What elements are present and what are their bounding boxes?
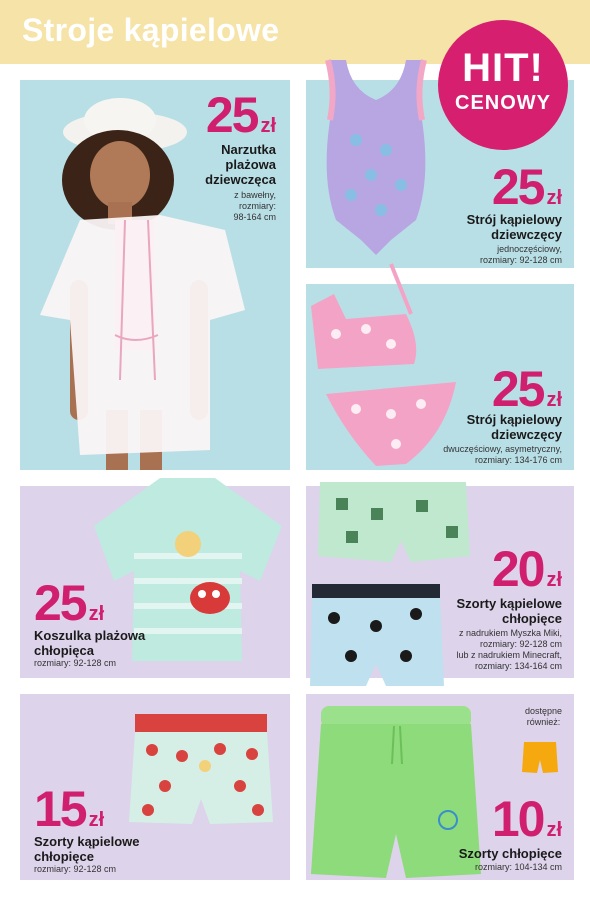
price-boys-shorts: [491, 791, 562, 847]
product-desc-line: rozmiary: 104-134 cm: [474, 862, 562, 872]
product-desc-line: rozmiary: 92-128 cm: [479, 639, 562, 649]
product-desc-twopiece-swimsuit: [443, 444, 562, 466]
product-card-swim-shorts-crab[interactable]: [20, 694, 290, 880]
also-available-label: [525, 706, 562, 728]
product-desc-onepiece-swimsuit: [480, 244, 562, 266]
product-desc-line: 98-164 cm: [233, 212, 276, 222]
avail-line: również:: [526, 717, 561, 727]
price-beach-coverup: [205, 87, 276, 143]
price-onepiece-swimsuit: [491, 159, 562, 215]
product-desc-swim-shorts-print: [456, 628, 562, 672]
badge-line: CENOWY: [455, 92, 551, 114]
product-card-twopiece-swimsuit[interactable]: [306, 284, 574, 470]
price-currency: zł: [88, 603, 105, 625]
hit-cenowy-badge: [438, 20, 568, 150]
avail-line: dostępne: [524, 706, 562, 716]
product-desc-line: rozmiary:: [238, 201, 276, 211]
price-currency: zł: [546, 187, 562, 209]
price-currency: zł: [260, 115, 276, 137]
price-twopiece-swimsuit: [491, 361, 562, 417]
price-currency: zł: [546, 569, 562, 591]
product-desc-line: z nadrukiem Myszka Miki,: [458, 628, 562, 638]
price-currency: zł: [546, 819, 562, 841]
price-value: 15: [34, 781, 86, 837]
product-name-beach-shirt: [34, 628, 145, 658]
product-name-line: Strój kąpielowy: [466, 412, 562, 427]
price-swim-shorts-crab: [34, 781, 105, 837]
price-value: 25: [491, 361, 544, 417]
product-desc-boys-shorts: [475, 862, 562, 873]
product-desc-line: jednoczęściowy,: [497, 244, 562, 254]
product-desc-line: rozmiary: 92-128 cm: [34, 658, 117, 668]
badge-line: HIT!: [462, 46, 544, 90]
product-name-line: dziewczęca: [205, 172, 276, 187]
product-name-beach-coverup: [205, 142, 276, 187]
product-card-boys-shorts[interactable]: [306, 694, 574, 880]
product-desc-line: dwuczęściowy, asymetryczny,: [443, 444, 562, 454]
product-image-boys-shorts-yellow-variant: [520, 740, 560, 774]
price-value: 20: [491, 541, 544, 597]
product-name-line: Szorty kąpielowe: [456, 596, 562, 611]
price-value: 10: [491, 791, 544, 847]
product-name-line: Koszulka plażowa: [34, 628, 146, 643]
page-title: Stroje kąpielowe: [22, 12, 280, 48]
product-card-beach-coverup[interactable]: [20, 80, 290, 470]
product-name-line: plażowa: [225, 157, 276, 172]
product-name-line: chłopięca: [34, 643, 94, 658]
product-name-line: dziewczęcy: [491, 227, 562, 242]
product-desc-line: rozmiary: 92-128 cm: [34, 864, 117, 874]
product-name-swim-shorts-crab: [34, 834, 139, 864]
product-desc-beach-shirt: [34, 658, 116, 669]
product-desc-beach-coverup: [233, 190, 276, 223]
product-desc-line: rozmiary: 134-164 cm: [474, 661, 562, 671]
product-name-line: dziewczęcy: [491, 427, 562, 442]
price-value: 25: [205, 87, 258, 143]
price-currency: zł: [88, 809, 105, 831]
price-value: 25: [34, 575, 86, 631]
product-name-line: Szorty chłopięce: [458, 846, 562, 861]
product-name-line: chłopięce: [34, 849, 94, 864]
product-desc-line: rozmiary: 92-128 cm: [479, 255, 562, 265]
product-name-swim-shorts-print: [457, 596, 562, 626]
product-name-onepiece-swimsuit: [467, 212, 562, 242]
product-name-line: Narzutka: [221, 142, 276, 157]
product-desc-line: z bawełny,: [234, 190, 276, 200]
product-name-line: Strój kąpielowy: [466, 212, 562, 227]
price-currency: zł: [546, 389, 562, 411]
price-value: 25: [491, 159, 544, 215]
price-beach-shirt: [34, 575, 105, 631]
product-desc-line: lub z nadrukiem Minecraft,: [456, 650, 562, 660]
product-desc-swim-shorts-crab: [34, 864, 116, 875]
product-card-onepiece-swimsuit[interactable]: [306, 46, 574, 268]
product-card-beach-shirt[interactable]: [20, 486, 290, 678]
product-name-line: Szorty kąpielowe: [34, 834, 140, 849]
product-name-line: chłopięce: [502, 611, 562, 626]
product-card-swim-shorts-print[interactable]: [306, 486, 574, 678]
product-name-boys-shorts: [459, 846, 562, 861]
price-swim-shorts-print: [491, 541, 562, 597]
product-desc-line: rozmiary: 134-176 cm: [474, 455, 562, 465]
product-name-twopiece-swimsuit: [467, 412, 562, 442]
